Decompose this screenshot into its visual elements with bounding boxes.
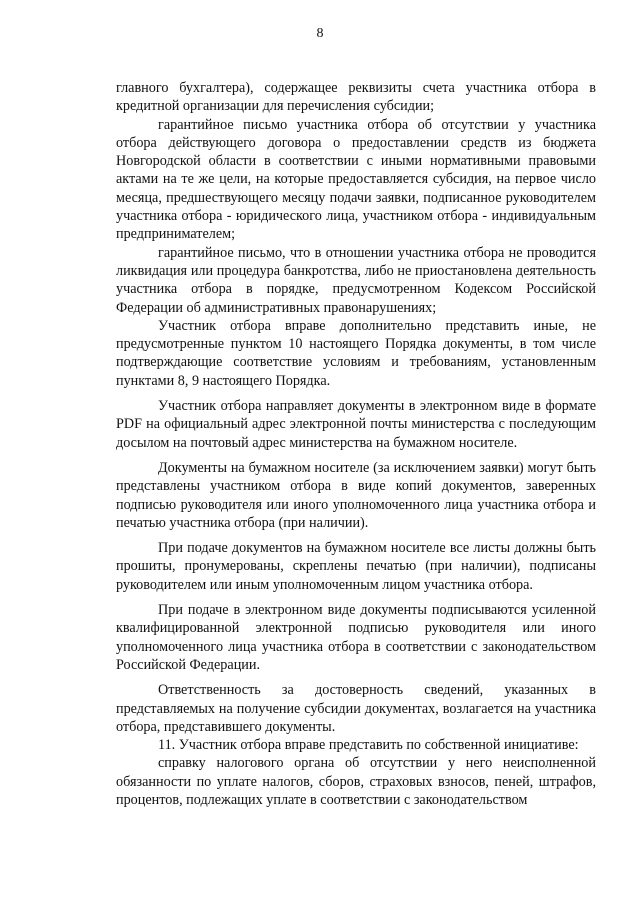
paragraph: справку налогового органа об отсутствии у него неисполненной обязанности по уплате налогов, сборов, страховых взносов, пеней, штрафов, процентов, подлежащих уплате в соответствии с законодательством xyxy=(116,755,596,808)
paragraph: гарантийное письмо, что в отношении участника отбора не проводится ликвидация или процедура банкротства, либо не приостановлена деятельность участника отбора в порядке, предусмотренном Кодексом Российской Федерации об административных правонарушениях; xyxy=(116,244,596,316)
document-body xyxy=(116,79,596,809)
paragraph: гарантийное письмо участника отбора об отсутствии у участника отбора действующего договора о предоставлении средств из бюджета Новгородской области в соответствии с иными нормативными правовыми актами на те же цели, на которые предоставляется субсидия, на первое число месяца, предшествующего месяцу подачи заявки, подписанное руководителем участника отбора - юридического лица, участником отбора - индивидуальным предпринимателем; xyxy=(116,116,596,243)
paragraph: Участник отбора вправе дополнительно представить иные, не предусмотренные пунктом 10 настоящего Порядка документы, в том числе подтверждающие соответствие условиям и требованиям, установленным пунктами 8, 9 настоящего Порядка. xyxy=(116,317,596,389)
page-number: 8 xyxy=(316,26,324,41)
paragraph: Участник отбора направляет документы в электронном виде в формате PDF на официальный адрес электронной почты министерства с последующим досылом на почтовый адрес министерства на бумажном носителе. xyxy=(116,398,596,451)
paragraph: При подаче в электронном виде документы подписываются усиленной квалифицированной электронной подписью руководителя или иного уполномоченного лица участника отбора в соответствии с законодательством Российской Федерации. xyxy=(116,602,596,673)
paragraph: Документы на бумажном носителе (за исключением заявки) могут быть представлены участником отбора в виде копий документов, заверенных подписью руководителя или иного уполномоченного лица участника отбора и печатью участника отбора (при наличии). xyxy=(116,459,596,531)
paragraph: Ответственность за достоверность сведений, указанных в представляемых на получение субсидии документах, возлагается на участника отбора, представившего документы. xyxy=(116,682,596,735)
paragraph: При подаче документов на бумажном носителе все листы должны быть прошиты, пронумерованы, скреплены печатью (при наличии), подписаны руководителем или иным уполномоченным лицом участника отбора. xyxy=(116,540,596,593)
paragraph: 11. Участник отбора вправе представить по собственной инициативе: xyxy=(158,737,579,754)
paragraph: главного бухгалтера), содержащее реквизиты счета участника отбора в кредитной организации для перечисления субсидии; xyxy=(116,80,596,115)
